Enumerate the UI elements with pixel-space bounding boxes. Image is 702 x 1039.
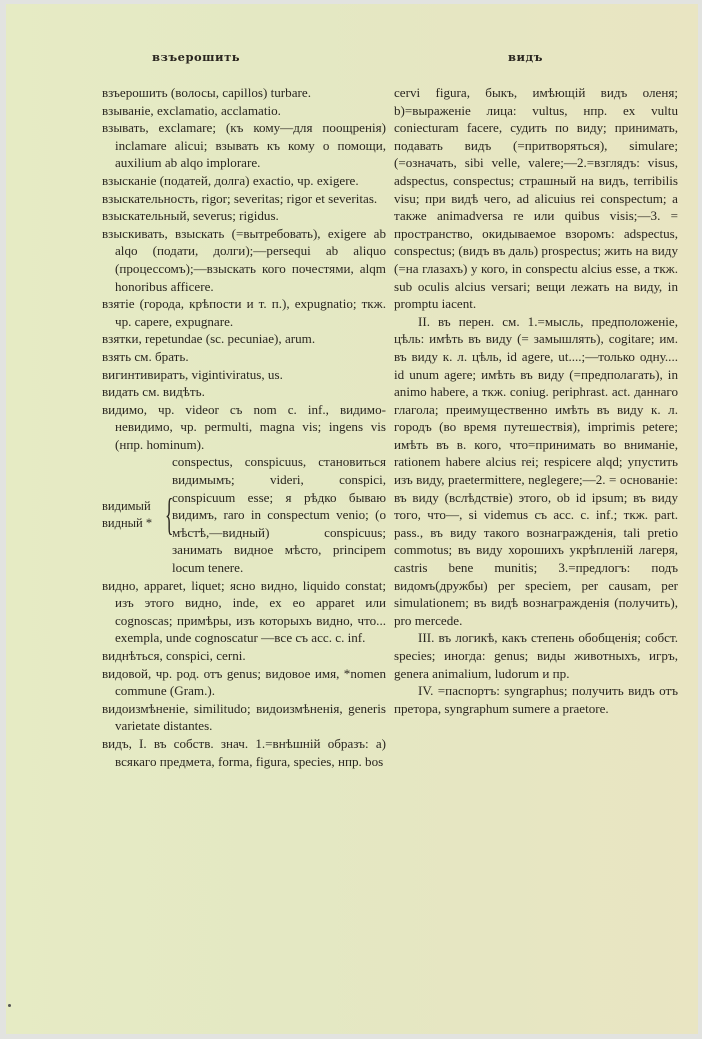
headword: видимый <box>102 499 151 514</box>
dictionary-entry: видъ, I. въ собств. знач. 1.=внѣшній образъ: a) всякаго предмета, forma, figura, species, нпр. bos <box>102 735 386 769</box>
dictionary-entry: видать см. видѣть. <box>102 384 205 400</box>
sense-paragraph: II. въ перен. см. 1.=мысль, предположеніе, цѣль: имѣть въ виду (= замышлять), cogitare; им. въ виду к. л. цѣль, id agere, ut....;—только одну.... id unum agere; имѣть въ виду (=предполагать), in animo habere, а ткж. coniug. periphrast. act. даннаго глагола; преимущественно имѣть въ виду к. л. городъ (во время путешествія), imprimis petere; имѣть въ в. кого, что=принимать во вниманіе, rationem habere alcius rei; respicere alqd; упустить изъ виду, praetermittere, neglegere;—2. = основаніе: въ виду (вслѣдствіе) этого, ob id ipsum; въ виду того, что—, si videmus съ acc. c. inf.; ткж. part. pass., въ виду такого вознагражденія, tali pretio commotus; въ виду хорошихъ укрѣпленій лагеря, castris bene munitis; 3.=предлогъ: подъ видомъ(дружбы) per speciem, per causam, per simulationem; въ видѣ вознагражденія (получить), pro mercede. <box>394 313 678 628</box>
dictionary-entry: взыскивать, взыскать (=вытребовать), exigere ab alqo (подати, долги);—persequi ab aliquo (процессомъ);—взыскать кого почестями, alqm honoribus afficere. <box>102 225 386 294</box>
sense-paragraph: III. въ логикѣ, какъ степень обобщенія; собст. species; иногда: genus; виды животныхъ, игръ, genera animalium, ludorum и пр. <box>394 630 678 681</box>
dictionary-entry: виднѣться, conspici, cerni. <box>102 648 246 663</box>
dictionary-entry: взятіе (города, крѣпости и т. п.), expugnatio; ткж. чр. capere, expugnare. <box>102 296 386 329</box>
left-running-head: взъерошить <box>152 50 240 64</box>
dictionary-entry: взыскательность, rigor; severitas; rigor et severitas. <box>102 190 378 206</box>
brace-entry-text: conspectus, conspicuus, становиться видимымъ; videri, conspici, conspicuum esse; я рѣдко бываю видимъ, raro in conspectum venio; (о мѣстѣ,—видный) conspicuus; занимать видное мѣсто, principem locum tenere. <box>172 454 386 576</box>
dictionary-entry: взять см. брать. <box>102 348 189 364</box>
dictionary-entry: взываніе, exclamatio, acclamatio. <box>102 102 281 118</box>
dictionary-entry: вигинтивиратъ, vigintiviratus, us. <box>102 366 283 382</box>
dictionary-entry: взысканіе (податей, долга) exactio, чр. exigere. <box>102 172 359 188</box>
dictionary-entry: взыскательный, severus; rigidus. <box>102 208 279 224</box>
right-column <box>394 84 678 717</box>
headword: видный * <box>102 516 153 531</box>
brace-headwords <box>102 453 162 576</box>
continued-paragraph: cervi figura, быкъ, имѣющій видъ оленя; b)=выраженіе лица: vultus, нпр. ex vultu coniecturam facere, судить по виду; принимать, подавать видъ (=притворяться), simulare; (=означать, sibi velle, valere;—2.=взглядъ: visus, adspectus, conspectus; страшный на видъ, terribilis visu; при видѣ чего, ad alicuius rei conspectum; а также animadversa re или quibus visis;—3. = пространство, окидываемое взоромъ: adspectus, conspectus; (видъ въ даль) prospectus; жить на виду (=на глазахъ) у кого, in conspectu alcius esse, а ткж. sub oculis alcius versari; вещи лежать на виду, in promptu iacent. <box>394 85 678 312</box>
sense-paragraph: IV. =паспортъ: syngraphus; получить видъ отъ претора, syngraphum sumere a praetore. <box>394 683 678 716</box>
left-column <box>102 84 386 770</box>
dictionary-entry: видоизмѣненіе, similitudo; видоизмѣненія, generis varietate distantes. <box>102 700 386 734</box>
dictionary-entry: видимо, чр. videor съ nom c. inf., видимо-невидимо, чр. permulti, magna vis; ingens vis (нпр. hominum). <box>102 401 386 452</box>
dictionary-entry: взывать, exclamare; (къ кому—для поощренія) inclamare alicui; взывать къ кому о помощи, auxilium ab alqo implorare. <box>102 120 386 171</box>
scanned-dictionary-page <box>6 4 698 1034</box>
scan-speck <box>8 1004 11 1007</box>
dictionary-entry: видно, apparet, liquet; ясно видно, liquido constat; изъ этого видно, inde, ex eo apparet или cognoscas; примѣры, изъ которыхъ видно, что... exempla, unde cognoscatur —все съ acc. c. inf. <box>102 577 386 646</box>
brace-entry <box>102 453 386 576</box>
curly-brace-icon: { <box>165 490 174 540</box>
dictionary-entry: взятки, repetundae (sc. pecuniae), arum. <box>102 331 316 347</box>
right-running-head: видъ <box>508 50 544 64</box>
dictionary-entry: взъерошить (волосы, capillos) turbare. <box>102 85 311 100</box>
dictionary-entry: видовой, чр. род. отъ genus; видовое имя, *nomen commune (Gram.). <box>102 665 386 699</box>
